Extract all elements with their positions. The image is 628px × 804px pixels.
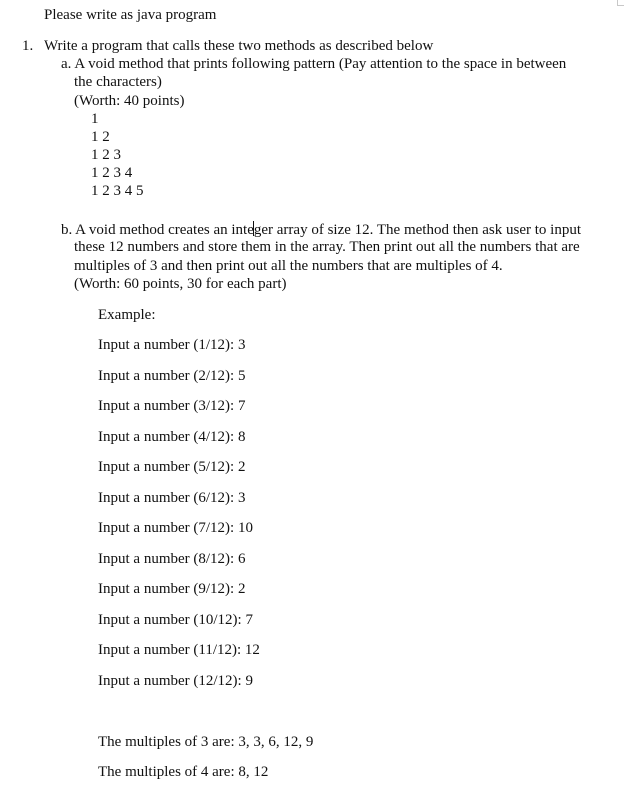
question-number: 1. [22,38,34,54]
part-b-line-1-end: ger array of size 12. The method then ask user to input [253,222,582,238]
pattern-row-4: 1 2 3 4 [91,165,133,181]
pattern-row-2: 1 2 [91,129,110,145]
example-input-line: Input a number (11/12): 12 [98,642,260,658]
question-text: Write a program that calls these two methods as described below [44,38,434,54]
pattern-row-1: 1 [91,111,99,127]
example-input-line: Input a number (8/12): 6 [98,551,246,567]
part-b-worth: (Worth: 60 points, 30 for each part) [74,276,287,292]
pattern-row-5: 1 2 3 4 5 [91,183,144,199]
example-input-line: Input a number (12/12): 9 [98,673,253,689]
part-a-line-1: a. A void method that prints following pattern (Pay attention to the space in between [61,56,567,72]
example-input-line: Input a number (6/12): 3 [98,490,246,506]
header-instruction: Please write as java program [44,7,217,23]
part-b-line-3: multiples of 3 and then print out all the numbers that are multiples of 4. [74,258,503,274]
example-label: Example: [98,307,156,323]
part-b-line-1-start: b. A void method creates an inte [61,222,254,238]
example-input-line: Input a number (2/12): 5 [98,368,246,384]
part-b-line-1 [61,221,581,239]
example-input-line: Input a number (3/12): 7 [98,398,246,414]
part-a-worth: (Worth: 40 points) [74,93,185,109]
pattern-row-3: 1 2 3 [91,147,121,163]
part-b-line-2: these 12 numbers and store them in the array. Then print out all the numbers that are [74,239,580,255]
multiples-of-3-output: The multiples of 3 are: 3, 3, 6, 12, 9 [98,734,314,750]
part-a-line-2: the characters) [74,74,162,90]
multiples-of-4-output: The multiples of 4 are: 8, 12 [98,764,269,780]
example-input-line: Input a number (5/12): 2 [98,459,246,475]
example-input-line: Input a number (1/12): 3 [98,337,246,353]
example-input-line: Input a number (10/12): 7 [98,612,253,628]
page-corner-mark [617,0,624,6]
example-input-line: Input a number (7/12): 10 [98,520,253,536]
example-input-line: Input a number (4/12): 8 [98,429,246,445]
example-input-line: Input a number (9/12): 2 [98,581,246,597]
